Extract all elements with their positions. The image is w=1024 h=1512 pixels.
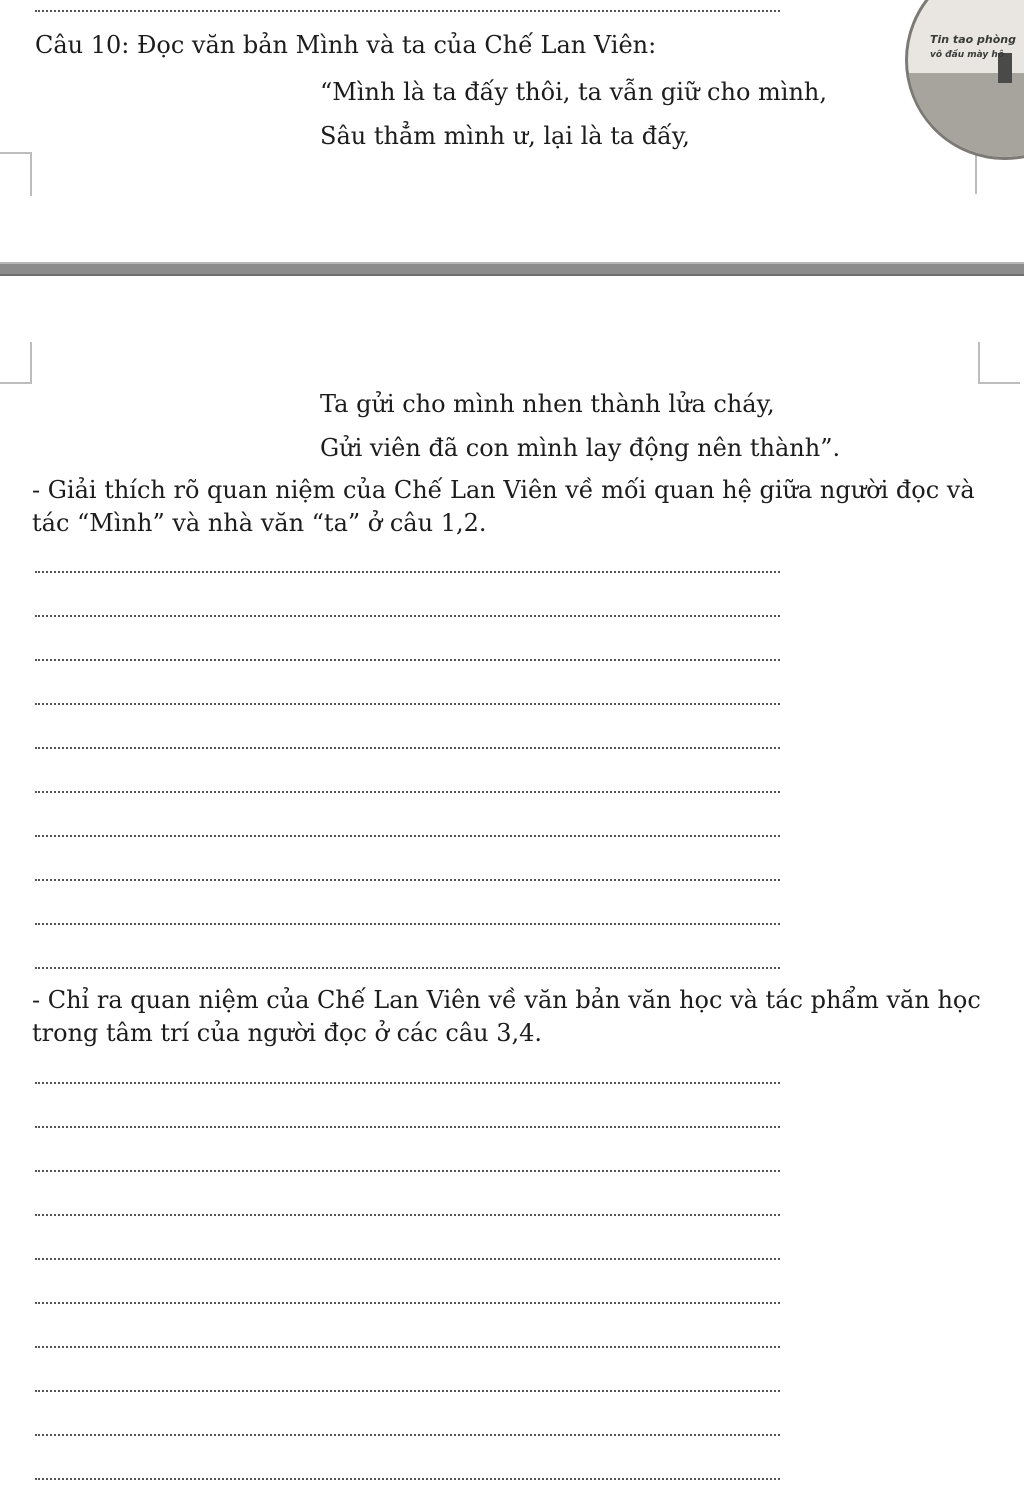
answer-line[interactable] [35, 1214, 780, 1216]
poem-line-1: “Mình là ta đấy thôi, ta vẫn giữ cho mình, [320, 78, 828, 106]
answer-line[interactable] [35, 1082, 780, 1084]
poem-line-4: Gửi viên đã con mình lay động nên thành”. [320, 434, 841, 462]
answer-line[interactable] [35, 923, 780, 925]
answer-line[interactable] [35, 791, 780, 793]
answer-line[interactable] [35, 1434, 780, 1436]
video-thumbnail[interactable] [905, 0, 1024, 160]
crop-mark [0, 152, 32, 196]
answer-line[interactable] [35, 835, 780, 837]
thumbnail-caption-2: vô đầu mày hô [930, 50, 1005, 60]
answer-line[interactable] [35, 615, 780, 617]
answer-line[interactable] [35, 1170, 780, 1172]
answer-line[interactable] [35, 1346, 780, 1348]
thumbnail-caption-1: Tin tao phòng [930, 33, 1016, 46]
answer-line[interactable] [35, 703, 780, 705]
poem-line-2: Sâu thẳm mình ư, lại là ta đấy, [320, 122, 690, 150]
crop-mark [978, 342, 1020, 384]
answer-line[interactable] [35, 747, 780, 749]
task-1-instruction: - Giải thích rõ quan niệm của Chế Lan Viên về mối quan hệ giữa người đọc và tác “Mình” và nhà văn “ta” ở câu 1,2. [32, 476, 975, 537]
poem-line-3: Ta gửi cho mình nhen thành lửa cháy, [320, 390, 775, 418]
page-separator [0, 262, 1024, 276]
answer-line[interactable] [35, 1478, 780, 1480]
answer-line[interactable] [35, 1390, 780, 1392]
answer-line[interactable] [35, 659, 780, 661]
answer-line[interactable] [35, 967, 780, 969]
task-2-instruction: - Chỉ ra quan niệm của Chế Lan Viên về văn bản văn học và tác phẩm văn học trong tâm trí của người đọc ở các câu 3,4. [32, 986, 981, 1047]
answer-line[interactable] [35, 1258, 780, 1260]
answer-line[interactable] [35, 879, 780, 881]
answer-line[interactable] [35, 571, 780, 573]
answer-line[interactable] [35, 1302, 780, 1304]
question-title: Câu 10: Đọc văn bản Mình và ta của Chế Lan Viên: [35, 31, 657, 59]
answer-line[interactable] [35, 10, 780, 12]
thumbnail-floor [908, 73, 1024, 160]
page-bottom [0, 276, 1024, 1512]
page-top [0, 0, 1024, 262]
answer-line[interactable] [35, 1126, 780, 1128]
crop-mark [0, 342, 32, 384]
